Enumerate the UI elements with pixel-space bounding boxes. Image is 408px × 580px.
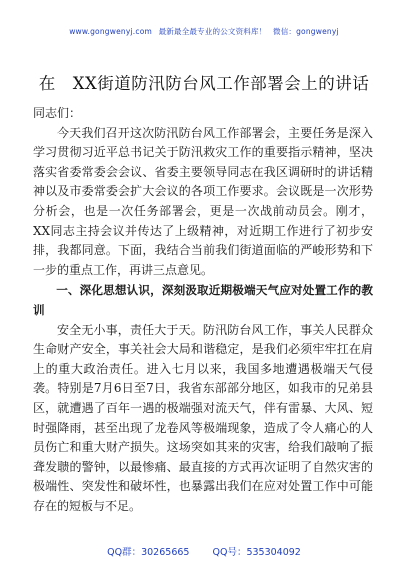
body-paragraph: 安全无小事，责任大于天。防汛防台风工作，事关人民群众生命财产安全，事关社会大局和谐稳定，是我们必须牢牢扛在肩上的重大政治责任。进入七月以来，我国多地遭遇极端天气侵袭。特别是7月6日至7日，我省东部部分地区，如我市的兄弟县区，就遭遇了百年一遇的极端强对流天气，伴有雷暴、大风、短时强降雨，甚至出现了龙卷风等极端现象，造成了令人痛心的人员伤亡和重大财产损失。这场突如其来的灾害，给我们敲响了振聋发聩的警钟，以最惨痛、最直接的方式再次证明了自然灾害的极端性、突发性和破坏性，也暴露出我们在应对处置工作中可能存在的短板与不足。 xyxy=(33,322,373,513)
site-promo-text: 最新最全最专业的公文资料库！ xyxy=(158,27,267,36)
salutation: 同志们： xyxy=(33,106,82,120)
wechat-text: 微信：gongwenyj xyxy=(273,27,339,36)
qq-group-text: QQ群：30265665 xyxy=(107,547,190,558)
section-heading: 一、深化思想认识，深刻汲取近期极端天气应对处置工作的教训 xyxy=(33,283,373,317)
body-paragraph: 今天我们召开这次防汛防台风工作部署会，主要任务是深入学习贯彻习近平总书记关于防汛救灾工作的重要指示精神，坚决落实省委常委会会议、省委主要领导同志在我区调研时的讲话精神以及市委常委会扩大会议的各项工作要求。会议既是一次形势分析会，也是一次任务部署会，更是一次战前动员会。刚才，XX同志主持会议并传达了上级精神，对近期工作进行了初步安排，我都同意。下面，我结合当前我们街道面临的严峻形势和下一步的重点工作，再讲三点意见。 xyxy=(33,125,373,277)
document-body xyxy=(33,104,373,516)
document-title: 在 XX街道防汛防台风工作部署会上的讲话 xyxy=(38,74,370,93)
site-url-link[interactable]: www.gongwenyj.com xyxy=(69,27,152,36)
contact-footer xyxy=(0,544,408,558)
site-header xyxy=(0,26,408,37)
qq-number-text: QQ号：535304092 xyxy=(212,547,301,558)
